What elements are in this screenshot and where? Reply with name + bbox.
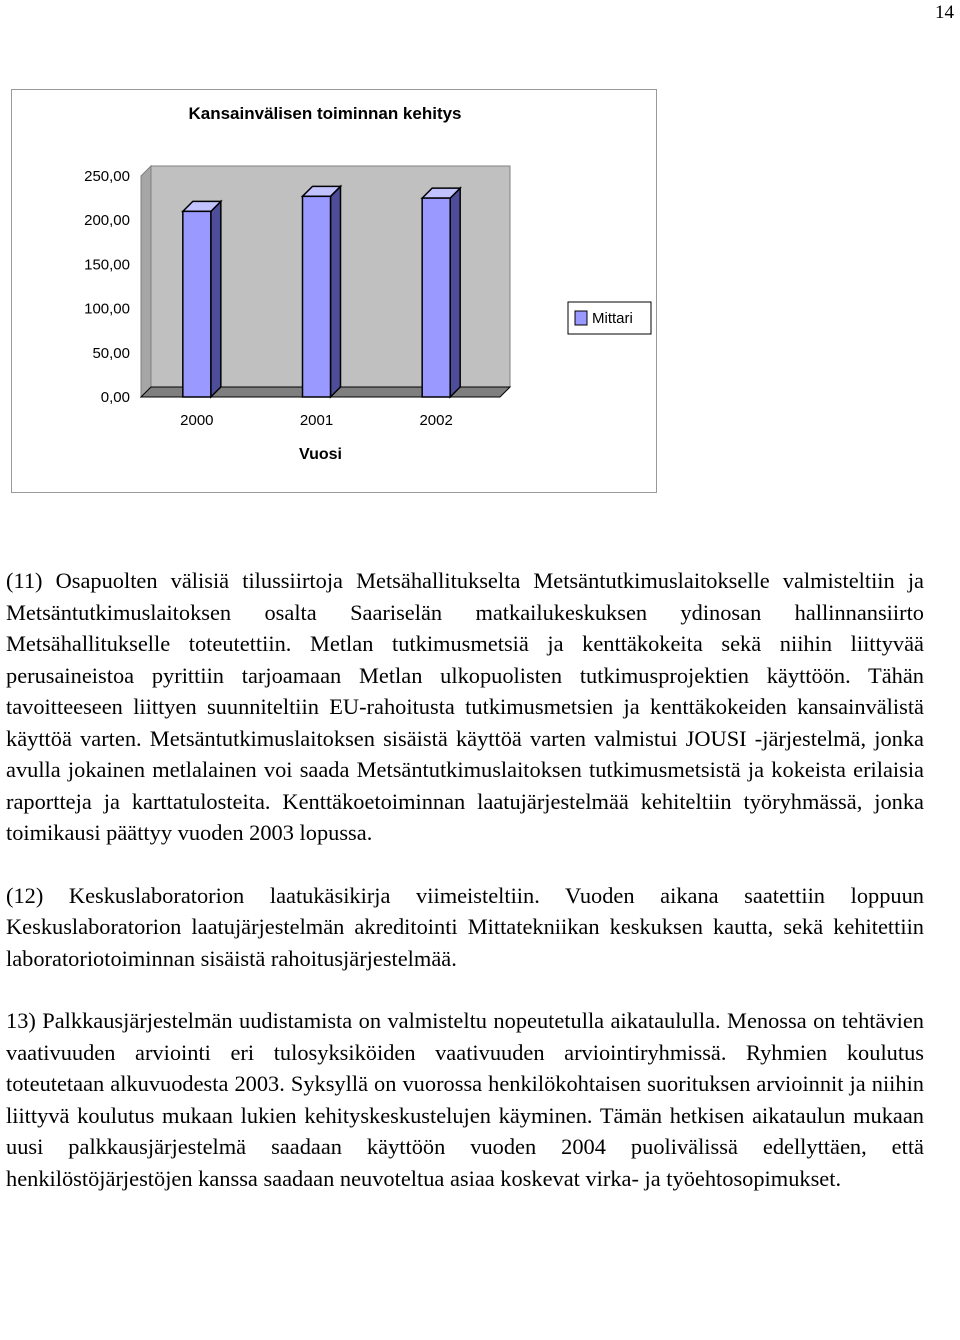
y-tick-label: 250,00 <box>84 168 130 185</box>
paragraph-11: (11) Osapuolten välisiä tilussiirtoja Metsähallitukselta Metsäntutkimuslaitokselle valmisteltiin ja Metsäntutkimuslaitoksen osalta Saariselän matkailukeskuksen ydinosan hallinnansiirto Metsähallitukselle toteutettiin. Metlan tutkimusmetsiä ja kenttäkokeita sekä niihin liittyvää perusaineistoa pyrittiin tarjoamaan Metlan ulkopuolisten tutkimusprojektien käyttöön. Tähän tavoitteeseen liittyen suunniteltiin EU-rahoitusta tutkimusmetsien ja kenttäkokeiden kansainvälistä käyttöä varten. Metsäntutkimuslaitoksen sisäistä käyttöä varten valmistui JOUSI -järjestelmä, jonka avulla jokainen metlalainen voi saada Metsäntutkimuslaitoksen tutkimusmetsistä ja kokeista erilaisia raportteja ja karttatulosteita. Kenttäkoetoiminnan laatujärjestelmää kehiteltiin työryhmässä, jonka toimikausi päättyy vuoden 2003 lopussa. <box>6 568 924 845</box>
page-number: 14 <box>935 2 954 23</box>
chart-side-wall <box>141 166 151 397</box>
legend-label: Mittari <box>592 310 633 327</box>
x-tick-label: 2001 <box>299 412 334 429</box>
paragraph-12: (12) Keskuslaboratorion laatukäsikirja viimeisteltiin. Vuoden aikana saatettiin loppuun Keskuslaboratorion laatujärjestelmän akreditointi Mittatekniikan keskuksen kautta, sekä kehitettiin laboratoriotoiminnan sisäistä rahoitusjärjestelmää. <box>6 882 924 971</box>
bar <box>183 211 211 397</box>
chart <box>11 89 657 493</box>
x-axis-label: Vuosi <box>299 446 342 463</box>
bar <box>422 198 450 397</box>
y-tick-label: 0,00 <box>100 389 130 406</box>
paragraph-13: 13) Palkkausjärjestelmän uudistamista on valmisteltu nopeutetulla aikataululla. Menossa on tehtävien vaativuuden arviointi eri tulosyksiköiden vaativuuden arviointiryhmissä. Ryhmien koulutus toteutetaan alkuvuodesta 2003. Syksyllä on vuorossa henkilökohtaisen suorituksen arvioinnit ja niihin liittyvä koulutus mukaan lukien kehityskeskustelujen käyminen. Tämän hetkisen aikataulun mukaan uusi palkkausjärjestelmä saadaan käyttöön vuoden 2004 puolivälissä edellyttäen, että henkilöstöjärjestöjen kanssa saadaan neuvoteltua asiaa koskevat virka- ja työehtosopimukset. <box>6 1008 924 1191</box>
legend-swatch <box>575 311 587 325</box>
bar-side <box>331 186 341 397</box>
chart-plot <box>12 90 656 492</box>
chart-title: Kansainvälisen toiminnan kehitys <box>188 104 462 123</box>
x-tick-label: 2000 <box>180 412 214 429</box>
y-tick-label: 50,00 <box>92 344 130 362</box>
x-tick-label: 2002 <box>419 412 453 429</box>
body-text <box>6 565 924 1194</box>
y-tick-label: 150,00 <box>84 256 130 274</box>
y-tick-label: 200,00 <box>84 212 130 230</box>
bar <box>303 196 331 397</box>
y-tick-label: 100,00 <box>84 300 130 318</box>
bar-side <box>450 188 460 397</box>
bar-side <box>211 201 221 397</box>
